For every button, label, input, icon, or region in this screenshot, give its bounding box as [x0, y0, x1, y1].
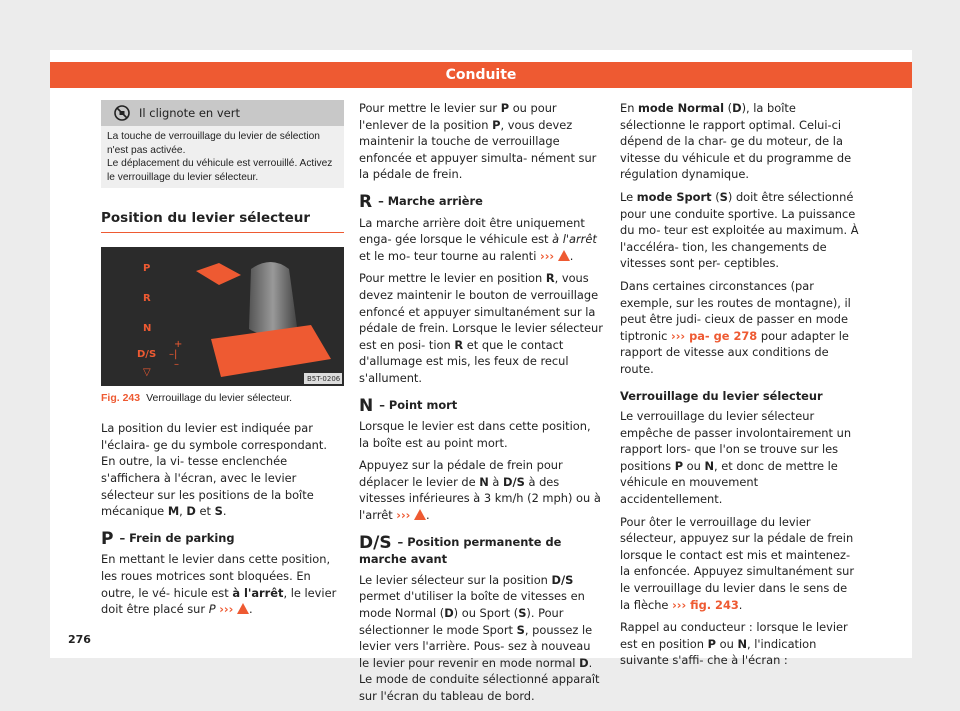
text: P	[208, 602, 216, 617]
figure-code: B5T-0206	[307, 374, 341, 383]
figure-243	[101, 247, 344, 386]
tip-sym: –|	[169, 348, 178, 360]
link-arrows[interactable]: ›››	[540, 248, 555, 263]
paragraph	[359, 418, 603, 451]
text: P	[500, 101, 510, 115]
page-link[interactable]: ››› pa- ge 278	[671, 328, 758, 343]
text: à des vitesses inférieures à 3 km/h (2 mph) ou à l'arrêt	[359, 474, 601, 523]
position-ds: D/S	[137, 348, 157, 360]
selector-lock-icon	[113, 104, 131, 122]
paragraph	[620, 619, 860, 669]
paragraph	[359, 100, 603, 183]
figure-caption-text: Verrouillage du levier sélecteur.	[146, 391, 293, 404]
text: Le verrouillage du levier sélecteur empêche de passer involontairement un rapport lors- que l'on se trouve sur les positions	[620, 409, 852, 473]
text: et le mo- teur tourne au ralenti	[359, 248, 537, 263]
text: ou pour l'enlever de la position	[359, 101, 557, 132]
text: (	[715, 189, 720, 204]
link-arrows[interactable]: ›››	[396, 508, 411, 523]
text: Rappel au conducteur : lorsque le levier est en position	[620, 620, 848, 651]
tip-plus: +	[174, 338, 183, 350]
lock-heading: Verrouillage du levier sélecteur	[620, 388, 823, 403]
text: D/S	[551, 572, 574, 587]
text: et	[199, 504, 211, 519]
text: N	[704, 458, 715, 473]
paragraph	[620, 278, 860, 378]
note-text-2: Le déplacement du véhicule est verrouillé. Activez le verrouillage du levier sélecteur.	[107, 158, 333, 183]
text: M	[167, 504, 180, 519]
text: D/S	[503, 474, 525, 489]
text: S	[214, 504, 223, 519]
text: ou	[686, 458, 701, 473]
note-box	[101, 100, 344, 188]
figure-caption	[101, 390, 344, 407]
text: . Le mode de conduite sélectionné apparaît sur l'écran du tableau de bord.	[359, 655, 600, 703]
text: S	[516, 622, 525, 637]
text: permet d'utiliser la boîte de vitesses en mode Normal (	[359, 589, 585, 621]
link-arrows[interactable]: ›››	[219, 602, 234, 617]
paragraph	[620, 100, 860, 183]
text: D	[732, 101, 742, 115]
paragraph	[359, 572, 603, 705]
position-p: P	[143, 262, 151, 274]
text: , et donc de mettre le véhicule en mouvement accidentellement.	[620, 458, 838, 507]
neutral-heading	[359, 397, 603, 415]
text: P	[674, 458, 684, 473]
text: Appuyez sur la pédale de frein pour déplacer le levier de	[359, 458, 563, 489]
text: R	[545, 271, 555, 286]
park-symbol: P	[101, 528, 114, 549]
text: pour adapter le rapport de vitesse aux conditions de route.	[620, 328, 849, 376]
position-down: ▽	[143, 366, 151, 378]
column-1	[101, 100, 344, 624]
paragraph: La marche arrière doit être uniquement enga- gée lorsque le véhicule est à l'arrêt et le mo- teur tourne au ralenti ››› .	[359, 215, 597, 263]
warning-icon[interactable]	[237, 603, 249, 614]
reverse-symbol: R	[359, 191, 373, 212]
text: ), la boîte sélectionne le rapport optimal. Celui-ci dépend de la char- ge du moteur, de la vitesse du véhicule et du programme de régulation dynamique.	[620, 101, 852, 182]
text: , poussez le levier vers l'arrière. Pous- sez à nouveau le levier pour revenir en mode normal	[359, 622, 593, 670]
column-2	[359, 100, 603, 711]
figure-link[interactable]: ››› fig. 243	[672, 597, 739, 612]
neutral-title: – Point mort	[379, 397, 458, 412]
text: ) ou Sport (	[453, 606, 519, 621]
paragraph	[620, 189, 860, 272]
text: .	[738, 597, 743, 612]
text: En	[620, 101, 635, 115]
text: ) doit être sélectionné pour une conduite sportive. La puissance du mo- teur est exploitée au maximum. À l'accéléra- tion, les changements de vitesses sont per- ceptibles.	[620, 189, 859, 271]
text: ). Pour sélectionner le mode Sport	[359, 606, 564, 637]
text: Pour mettre le levier sur	[359, 101, 498, 115]
text: (	[727, 101, 733, 115]
text: , le levier doit être placé sur	[101, 585, 337, 617]
text: ou	[719, 636, 734, 651]
reverse-title: – Marche arrière	[378, 193, 483, 208]
text: P	[707, 636, 716, 651]
text: à	[492, 474, 500, 489]
text: mode Sport	[636, 189, 712, 204]
note-title: Il clignote en vert	[139, 105, 240, 120]
text: .	[222, 504, 227, 519]
paragraph	[101, 420, 344, 520]
text: Dans certaines circonstances (par exemple, sur les routes de montagne), il peut être judi- cieux de passer en mode tiptronic	[620, 278, 851, 343]
park-heading	[101, 530, 344, 548]
park-title: – Frein de parking	[119, 530, 235, 545]
note-text: La touche de verrouillage du levier de sélection n'est pas activée.	[107, 131, 320, 156]
text: S	[518, 606, 527, 621]
text: N	[479, 474, 489, 489]
drive-symbol: D/S	[359, 532, 392, 553]
text: D	[579, 655, 589, 670]
drive-heading	[359, 534, 603, 568]
text: D	[444, 606, 454, 621]
text: D	[186, 504, 196, 519]
text: R	[454, 337, 464, 352]
paragraph	[620, 514, 860, 614]
text: , vous devez maintenir la touche de verrouillage enfoncée et appuyer simulta- nément sur la pédale de frein.	[359, 117, 597, 182]
text: mode Normal	[638, 101, 725, 115]
text: Pour ôter le verrouillage du levier sélecteur, appuyez sur la pédale de frein lorsque le contact est mis et maintenez-la enfoncée. Appuyez simultanément sur le verrouillage du levier dans le sens de la flèche	[620, 514, 855, 612]
position-r: R	[143, 292, 151, 304]
warning-icon[interactable]	[414, 509, 426, 520]
drive-title: – Position permanente de marche avant	[359, 534, 562, 567]
text: S	[719, 189, 728, 204]
paragraph: En mettant le levier dans cette position, les roues motrices sont bloquées. En outre, le vé- hicule est à l'arrêt, le levier doit être placé sur P ››› .	[101, 552, 337, 617]
text: La marche arrière doit être uniquement enga- gée lorsque le véhicule est	[359, 215, 585, 247]
text: à l'arrêt	[232, 585, 284, 600]
gear-selector-illustration	[101, 247, 344, 386]
neutral-symbol: N	[359, 395, 374, 416]
paragraph: Appuyez sur la pédale de frein pour déplacer le levier de N à D/S à des vitesses inférieures à 3 km/h (2 mph) ou à l'arrêt ››› .	[359, 458, 601, 523]
tip-minus: –	[174, 358, 179, 370]
column-3	[620, 100, 860, 675]
reverse-heading	[359, 193, 603, 211]
text: Lorsque le levier est dans cette position, la boîte est au point mort.	[359, 419, 591, 450]
note-header	[101, 100, 344, 126]
text: Le	[620, 189, 634, 204]
paragraph	[359, 270, 603, 386]
text: , l'indication suivante s'affi- che à l'écran :	[620, 636, 817, 668]
note-body	[101, 126, 344, 184]
text: et que le contact d'allumage est mis, les feux de recul s'allument.	[359, 337, 569, 385]
text: Le levier sélecteur sur la position	[359, 572, 548, 587]
text: P	[492, 117, 501, 132]
text: N	[737, 636, 747, 651]
warning-icon[interactable]	[558, 250, 570, 261]
page-number: 276	[68, 633, 91, 646]
text: à l'arrêt	[552, 232, 597, 247]
page-header: Conduite	[50, 62, 912, 88]
section-title: Position du levier sélecteur	[101, 210, 344, 233]
figure-number: Fig. 243	[101, 391, 141, 404]
paragraph	[620, 408, 860, 508]
text: En mettant le levier dans cette position, les roues motrices sont bloquées. En outre, le vé- hicule est	[101, 552, 331, 600]
text: Pour mettre le levier en position	[359, 271, 543, 286]
text: La position du levier est indiquée par l'éclaira- ge du symbole correspondant. En outre, la vi- tesse enclenchée s'affichera à l'écran, avec le levier sélecteur sur les positions de la boîte mécanique	[101, 421, 327, 519]
text: , vous devez maintenir le bouton de verrouillage enfoncé et appuyer simultanément sur la pédale de frein. Lorsque le levier sélecteur est en posi- tion	[359, 271, 603, 352]
position-n: N	[143, 322, 152, 334]
text: ,	[179, 504, 183, 519]
